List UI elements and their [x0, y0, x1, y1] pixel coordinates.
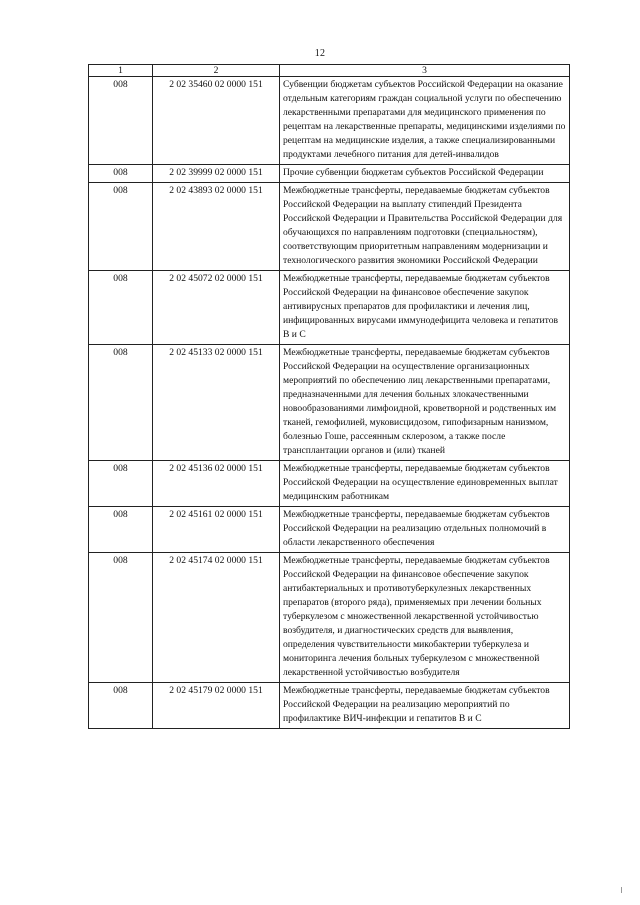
budget-classification-code: 2 02 45161 02 0000 151 — [153, 507, 280, 553]
budget-revenue-table — [88, 64, 570, 729]
table-row — [89, 271, 570, 345]
column-header-3: 3 — [280, 65, 570, 77]
budget-classification-code: 2 02 43893 02 0000 151 — [153, 183, 280, 271]
budget-classification-code: 2 02 45133 02 0000 151 — [153, 345, 280, 461]
scan-artifact-mark — [621, 887, 622, 893]
table-row — [89, 553, 570, 683]
administrator-code: 008 — [89, 507, 153, 553]
administrator-code: 008 — [89, 77, 153, 165]
budget-classification-code: 2 02 45179 02 0000 151 — [153, 683, 280, 729]
revenue-description: Субвенции бюджетам субъектов Российской Федерации на оказание отдельным категориям граждан социальной услуги по обеспечению лекарственными препаратами для медицинского применения по рецептам на лекарственные препараты, медицинскими изделиями по рецептам на медицинские изделия, а также специализированными продуктами лечебного питания для детей-инвалидов — [280, 77, 570, 165]
budget-classification-code: 2 02 45174 02 0000 151 — [153, 553, 280, 683]
table-row — [89, 345, 570, 461]
revenue-description: Межбюджетные трансферты, передаваемые бюджетам субъектов Российской Федерации на финансовое обеспечение закупок антивирусных препаратов для профилактики и лечения лиц, инфицированных вирусами иммунодефицита человека и гепатитов В и С — [280, 271, 570, 345]
revenue-description: Межбюджетные трансферты, передаваемые бюджетам субъектов Российской Федерации на осуществление организационных мероприятий по обеспечению лиц лекарственными препаратами, предназначенными для лечения больных злокачественными новообразованиями лимфоидной, кроветворной и родственных им тканей, гемофилией, муковисцидозом, гипофизарным нанизмом, болезнью Гоше, рассеянным склерозом, а также после трансплантации органов и (или) тканей — [280, 345, 570, 461]
table-row — [89, 183, 570, 271]
budget-classification-code: 2 02 39999 02 0000 151 — [153, 165, 280, 183]
revenue-description: Межбюджетные трансферты, передаваемые бюджетам субъектов Российской Федерации на финансовое обеспечение закупок антибактериальных и противотуберкулезных лекарственных препаратов (второго ряда), применяемых при лечении больных туберкулезом с множественной лекарственной устойчивостью возбудителя, и диагностических средств для выявления, определения чувствительности микобактерии туберкулеза и мониторинга лечения больных туберкулезом с множественной лекарственной устойчивостью возбудителя — [280, 553, 570, 683]
administrator-code: 008 — [89, 271, 153, 345]
table-row — [89, 683, 570, 729]
table-header-row — [89, 65, 570, 77]
administrator-code: 008 — [89, 165, 153, 183]
budget-classification-code: 2 02 45136 02 0000 151 — [153, 461, 280, 507]
table-row — [89, 77, 570, 165]
administrator-code: 008 — [89, 345, 153, 461]
administrator-code: 008 — [89, 183, 153, 271]
revenue-description: Межбюджетные трансферты, передаваемые бюджетам субъектов Российской Федерации на реализацию отдельных полномочий в области лекарственного обеспечения — [280, 507, 570, 553]
revenue-description: Прочие субвенции бюджетам субъектов Российской Федерации — [280, 165, 570, 183]
column-header-2: 2 — [153, 65, 280, 77]
budget-classification-code: 2 02 35460 02 0000 151 — [153, 77, 280, 165]
administrator-code: 008 — [89, 461, 153, 507]
budget-classification-code: 2 02 45072 02 0000 151 — [153, 271, 280, 345]
administrator-code: 008 — [89, 683, 153, 729]
page-number: 12 — [314, 48, 326, 59]
revenue-description: Межбюджетные трансферты, передаваемые бюджетам субъектов Российской Федерации на осуществление единовременных выплат медицинским работникам — [280, 461, 570, 507]
column-header-1: 1 — [89, 65, 153, 77]
revenue-description: Межбюджетные трансферты, передаваемые бюджетам субъектов Российской Федерации на выплату стипендий Президента Российской Федерации и Правительства Российской Федерации для обучающихся по направлениям подготовки (специальностям), соответствующим приоритетным направлениям модернизации и технологического развития экономики Российской Федерации — [280, 183, 570, 271]
revenue-description: Межбюджетные трансферты, передаваемые бюджетам субъектов Российской Федерации на реализацию мероприятий по профилактике ВИЧ-инфекции и гепатитов В и С — [280, 683, 570, 729]
table-row — [89, 165, 570, 183]
table-row — [89, 507, 570, 553]
administrator-code: 008 — [89, 553, 153, 683]
table-row — [89, 461, 570, 507]
